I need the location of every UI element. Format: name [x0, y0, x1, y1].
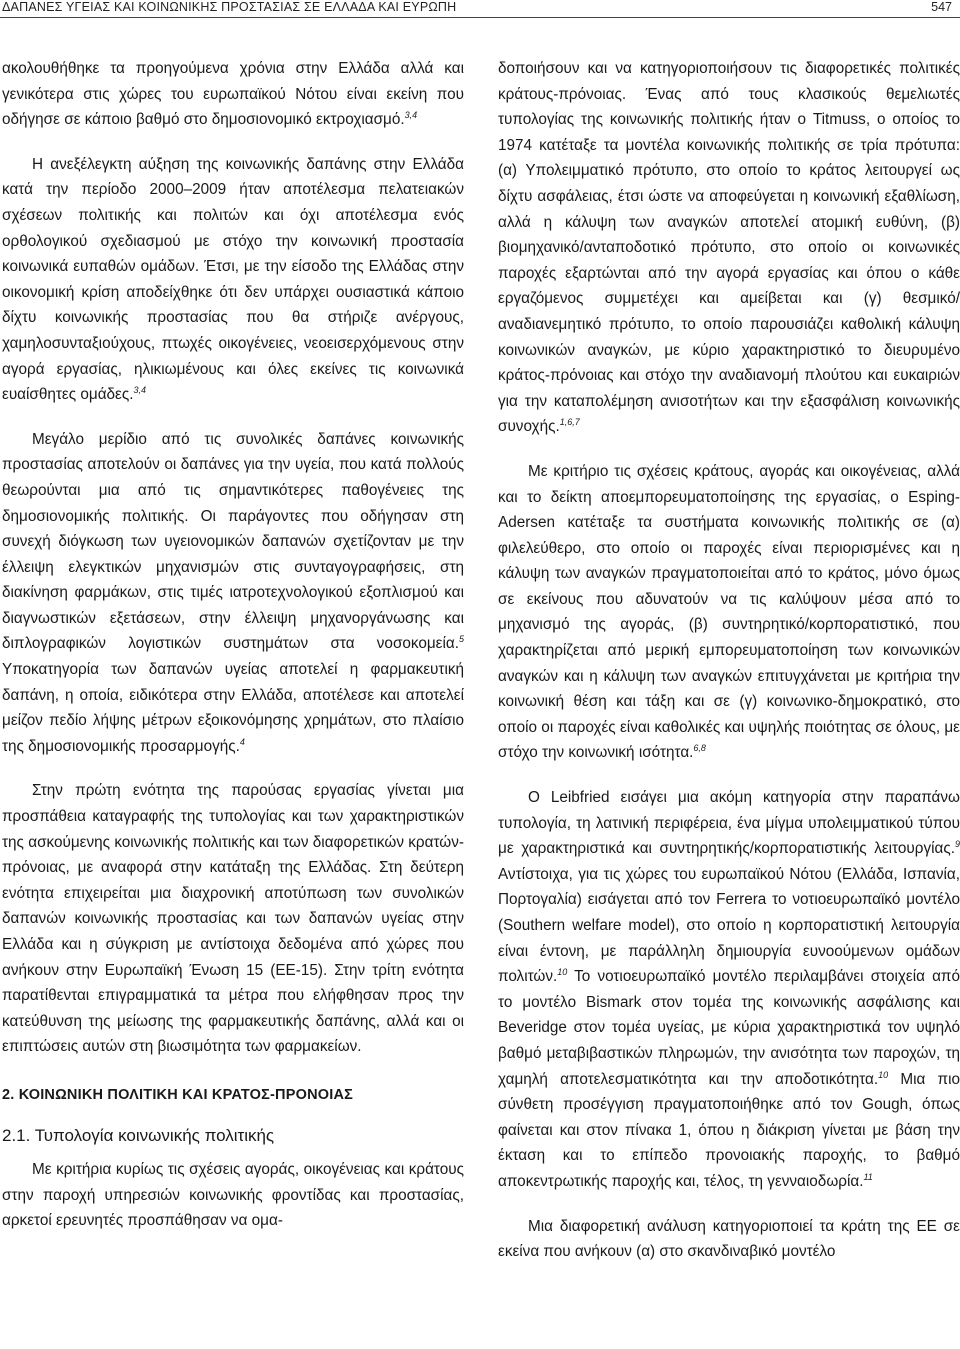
subsection-heading: 2.1. Τυπολογία κοινωνικής πολιτικής — [2, 1125, 275, 1145]
citation: 11 — [863, 1171, 873, 1182]
right-column — [498, 56, 960, 1284]
citation: 5 — [458, 634, 464, 645]
citation: 1,6,7 — [559, 417, 580, 428]
citation: 3,4 — [404, 110, 418, 121]
paragraph: Μεγάλο μερίδιο από τις συνολικές δαπάνες κοινωνικής προστασίας αποτελούν οι δαπάνες για την υγεία, που κατά πολλούς θεωρούνται μια από τις σημαντικότερες παθογένειες της δημοσιονομικής πολιτικής. Οι παράγοντες που οδήγησαν στη συνεχή διόγκωση των υγειονομικών δαπανών σχετίζονταν με την έλλειψη ελεγκτικών μηχανισμών στις συνταγογραφήσεις, στη διακίνηση φαρμάκων, στις τιμές ιατροτεχνολογικού εξοπλισμού και διαγνωστικών εξετάσεων, στην έλλειψη μηχανοργάνωσης και διπλογραφικών λογιστικών συστημάτων στα νοσοκομεία.$^5$ Υποκατηγορία των δαπανών υγείας αποτελεί η φαρμακευτική δαπάνη, η οποία, ειδικότερα στην Ελλάδα, αποτέλεσε και αποτελεί μείζον πεδίο λήψης μέτρων εξοικονόμησης χρημάτων, στο πλαίσιο της δημοσιονομικής προσαρμογής.$^4$ — [2, 430, 464, 755]
paragraph: Η ανεξέλεγκτη αύξηση της κοινωνικής δαπάνης στην Ελλάδα κατά την περίοδο 2000–2009 ήταν αποτέλεσμα πελατειακών σχέσεων πολιτικής και πολιτών και όχι αποτέλεσμα ενός ορθολογικού σχεδιασμού με στόχο την κοινωνική προστασία κοινωνικά ευπαθών ομάδων. Έτσι, με την είσοδο της Ελλάδας στην οικονομική κρίση αποδείχθηκε ότι δεν υπάρχει ουσιαστικά κάποιο δίχτυ κοινωνικής προστασίας που θα στήριζε ανέργους, χαμηλοσυνταξιούχους, πτωχές οικογένειες, νεοεισερχόμενους στην αγορά εργασίας, ηλικιωμένους και όλες εκείνες τις κοινωνικά ευαίσθητες ομάδες.$^{3,4}$ — [2, 155, 464, 404]
paragraph: δοποιήσουν και να κατηγοριοποιήσουν τις διαφορετικές πολιτικές κράτους-πρόνοιας. Ένας από τους κλασικούς θεμελιωτές τυπολογίας της κοινωνικής πολιτικής ήταν ο Titmuss, ο οποίος το 1974 κατέταξε τα μοντέλα κοινωνικής πολιτικής σε τρία πρότυπα: (α) Υπολειμματικό πρότυπο, στο οποίο το κράτος λειτουργεί ως δίχτυ ασφάλειας, έτσι ώστε να αποφεύγεται η κοινωνική εξαθλίωση, αλλά η κάλυψη των αναγκών αποτελεί ατομική ευθύνη, (β) βιομηχανικό/ανταποδοτικό πρότυπο, στο οποίο οι κοινωνικές παροχές εξαρτώνται από την αγορά εργασίας και όπου ο κάθε εργαζόμενος συμμετέχει και αμείβεται και (γ) θεσμικό/αναδιανεμητικό πρότυπο, το οποίο παρουσιάζει καθολική κάλυψη κοινωνικών αναγκών, με κύριο χαρακτηριστικό το διευρυμένο κράτος-πρόνοιας και στόχο την αναδιανομή πλούτου και ευκαιριών για την καταπολέμηση ανισοτήτων και την εξασφάλιση κοινωνικής συνοχής.$^{1,6,7}$ — [498, 60, 960, 436]
paragraph: Μια διαφορετική ανάλυση κατηγοριοποιεί τα κράτη της ΕΕ σε εκείνα που ανήκουν (α) στο σκανδιναβικό μοντέλο — [498, 1217, 960, 1261]
paragraph: Με κριτήριο τις σχέσεις κράτους, αγοράς και οικογένειας, αλλά και το δείκτη αποεμπορευματοποίησης της εργασίας, ο Esping-Adersen κατέταξε τα συστήματα κοινωνικής πολιτικής σε (α) φιλελεύθερο, στο οποίο οι παροχές είναι περιορισμένες και η κάλυψη των αναγκών πραγματοποιείται από το κράτος, μόνο όμως σε εκείνους που αδυνατούν να τις καλύψουν μέσα από το μηχανισμό της αγοράς, (β) συντηρητικό/κορπορατιστικό, που χαρακτηρίζεται από μερική εμπορευματοποίηση των κοινωνικών αναγκών και η κάλυψη των αναγκών επιτυγχάνεται με κριτήρια την κοινωνική θέση και τάξη και σε (γ) κοινωνικο-δημοκρατικό, στο οποίο οι παροχές είναι καθολικές και υψηλής ποιότητας σε όλους, με στόχο την κοινωνική ισότητα.$^{6,8}$ — [498, 462, 960, 762]
citation: 10 — [557, 967, 568, 978]
paragraph: Με κριτήρια κυρίως τις σχέσεις αγοράς, οικογένειας και κράτους στην παροχή υπηρεσιών κοινωνικής φροντίδας και προστασίας, αρκετοί ερευνητές προσπάθησαν να ομα- — [2, 1161, 464, 1230]
citation: 10 — [878, 1069, 889, 1080]
header-rule — [0, 17, 960, 18]
citation: 4 — [239, 736, 245, 747]
section-heading: 2. ΚΟΙΝΩΝΙΚΗ ΠΟΛΙΤΙΚΗ ΚΑΙ ΚΡΑΤΟΣ-ΠΡΟΝΟΙΑΣ — [2, 1086, 354, 1103]
paragraph: Στην πρώτη ενότητα της παρούσας εργασίας γίνεται μια προσπάθεια καταγραφής της τυπολογίας και των χαρακτηριστικών της ασκούμενης κοινωνικής πολιτικής και των διαφορετικών κρατών-πρόνοιας, με αναφορά στην κατάταξη της Ελλάδας. Στη δεύτερη ενότητα επιχειρείται μια διαχρονική αποτύπωση των συνολικών δαπανών κοινωνικής προστασίας και των δαπανών υγείας στην Ελλάδα και η σύγκριση με αντίστοιχα δεδομένα από χώρες που ανήκουν στην Ευρωπαϊκή Ένωση 15 (ΕΕ-15). Στην τρίτη ενότητα παρατίθενται επιγραμματικά τα μέτρα που ελήφθησαν προς την κατεύθυνση της μείωσης της φαρμακευτικής δαπάνης, αλλά και οι επιπτώσεις αυτών στη βιωσιμότητα των φαρμακείων. — [2, 782, 464, 1056]
page-number: 547 — [931, 0, 952, 14]
running-header — [0, 0, 960, 34]
left-column — [2, 56, 464, 1253]
running-title: ΔΑΠΑΝΕΣ ΥΓΕΙΑΣ ΚΑΙ ΚΟΙΝΩΝΙΚΗΣ ΠΡΟΣΤΑΣΙΑΣ ΣΕ ΕΛΛΑΔΑ ΚΑΙ ΕΥΡΩΠΗ — [2, 0, 457, 14]
citation: 9 — [954, 839, 960, 850]
paragraph: Ο Leibfried εισάγει μια ακόμη κατηγορία στην παραπάνω τυπολογία, τη λατινική περιφέρεια, ένα μίγμα υπολειμματικού τύπου με χαρακτηριστικά και συντηρητικής/κορπορατιστικής λειτουργίας.$^9$ Αντίστοιχα, για τις χώρες του ευρωπαϊκού Νότου (Ελλάδα, Ισπανία, Πορτογαλία) εισάγεται από τον Ferrera το νοτιοευρωπαϊκό μοντέλο (Southern welfare model), στο οποίο η κορπορατιστική λειτουργία είναι έντονη, με παράλληλη δημιουργία ευνοούμενων ομάδων πολιτών.$^{10}$ Το νοτιοευρωπαϊκό μοντέλο περιλαμβάνει στοιχεία από το μοντέλο Bismark στον τομέα της κοινωνικής ασφάλισης και Beveridge στον τομέα υγείας, με κύρια χαρακτηριστικά τον υψηλό βαθμό μεταβιβαστικών πληρωμών, την ανισότητα των παροχών, τη χαμηλή αποτελεσματικότητα και την αποδοτικότητα.$^{10}$ Μια πιο σύνθετη προσέγγιση πραγματοποιήθηκε από τον Gough, όπως φαίνεται και στον πίνακα 1, όπου η διάκριση γίνεται με βάση την έκταση και το επίπεδο προνοιακής παροχής, το βαθμό αποκεντρωτικής παροχής και, τέλος, τη γενναιοδωρία.$^{11}$ — [498, 789, 960, 1190]
citation: 6,8 — [693, 743, 706, 754]
paragraph: ακολουθήθηκε τα προηγούμενα χρόνια στην Ελλάδα αλλά και γενικότερα στις χώρες του ευρωπαϊκού Νότου είναι εκείνη που οδήγησε σε κάποιο βαθμό στο δημοσιονομικό εκτροχιασμό.$^{3,4}$ — [2, 60, 464, 129]
citation: 3,4 — [133, 385, 147, 396]
